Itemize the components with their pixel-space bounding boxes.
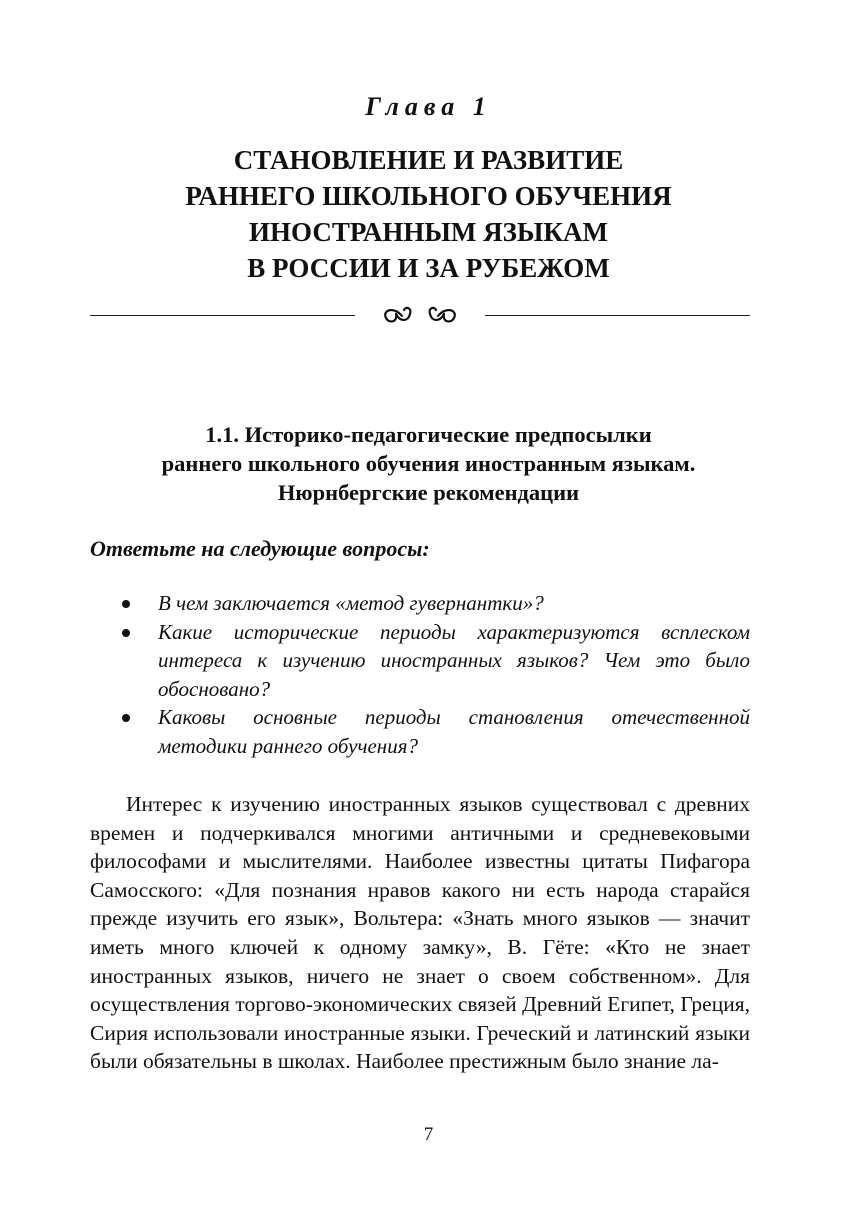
page-number: 7 (423, 1124, 434, 1145)
chapter-title-line: В РОССИИ И ЗА РУБЕЖОМ (247, 253, 610, 283)
bullet-icon (122, 714, 130, 722)
chapter-title (80, 142, 777, 286)
ornament-icon (360, 300, 480, 335)
section-title-line: 1.1. Историко-педагогические предпосылки (205, 422, 652, 447)
bullet-icon (122, 600, 130, 608)
section-title-line: раннего школьного обучения иностранным языкам. (161, 451, 696, 476)
divider-line-right (485, 315, 750, 316)
list-item (120, 618, 750, 704)
question-text: В чем заключается «метод гувернантки»? (158, 591, 544, 615)
section-title (90, 420, 767, 507)
chapter-title-line: СТАНОВЛЕНИЕ И РАЗВИТИЕ (233, 145, 624, 175)
question-text: Каковы основные периоды становления отечественной методики раннего обучения? (158, 705, 750, 758)
question-text: Какие исторические периоды характеризуются всплеском интереса к изучению иностранных языков? Чем это было обосновано? (158, 619, 750, 701)
section-title-line: Нюрнбергские рекомендации (277, 480, 580, 505)
chapter-title-line: ИНОСТРАННЫМ ЯЗЫКАМ (249, 217, 608, 247)
list-item (120, 589, 750, 618)
chapter-label: Глава 1 (365, 92, 492, 121)
question-list (120, 589, 750, 760)
bullet-icon (122, 629, 130, 637)
body-paragraph: Интерес к изучению иностранных языков существовал с древних времен и подчеркивался многими античными и средневековыми философами и мыслителями. Наиболее известны цитаты Пифагора Самосского: «Для познания нравов какого ни есть народа старайся прежде изучить его язык», Вольтера: «Знать много языков — значит иметь много ключей к одному замку», В. Гёте: «Кто не знает иностранных языков, ничего не знает о своем собственном». Для осуществления торгово-экономических связей Древний Египет, Греция, Сирия использовали иностранные языки. Греческий и латинский языки были обязательны в школах. Наиболее престижным было знание ла- (90, 792, 750, 1074)
list-item (120, 703, 750, 760)
questions-heading: Ответьте на следующие вопросы: (90, 536, 430, 561)
ornament-flourish-icon (360, 300, 480, 328)
divider-line-left (90, 315, 355, 316)
chapter-title-line: РАННЕГО ШКОЛЬНОГО ОБУЧЕНИЯ (185, 181, 672, 211)
ornamental-divider (90, 300, 750, 330)
